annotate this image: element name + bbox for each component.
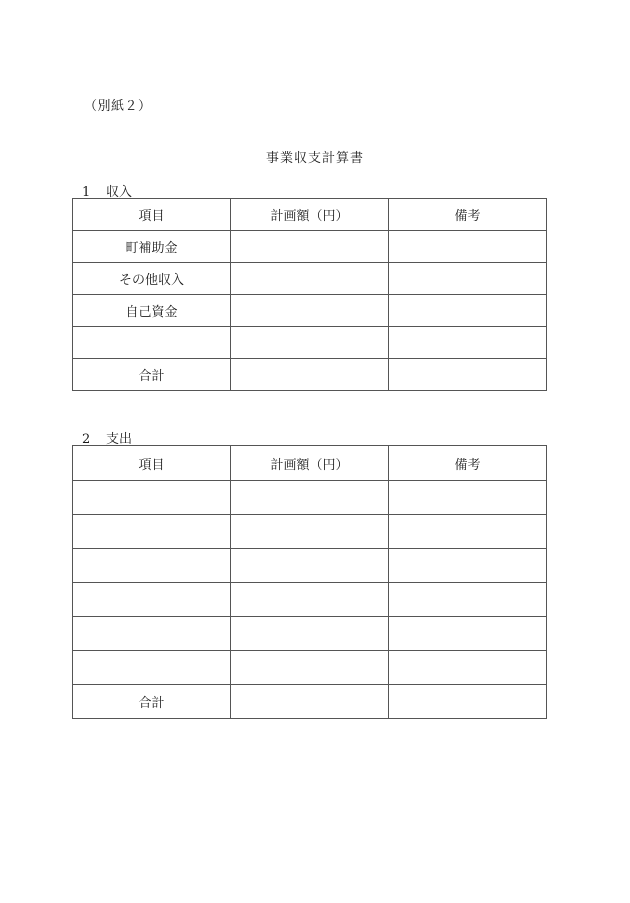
expense-header-item: 項目 (73, 446, 231, 481)
income-amount-cell (231, 327, 389, 359)
expense-table (72, 445, 547, 719)
expense-total-row (73, 685, 547, 719)
expense-notes-cell (389, 481, 547, 515)
expense-section-title: 支出 (106, 432, 133, 447)
expense-item-cell (73, 549, 231, 583)
income-notes-cell (389, 295, 547, 327)
expense-amount-cell (231, 481, 389, 515)
expense-item-cell (73, 583, 231, 617)
income-item-cell (73, 327, 231, 359)
expense-header-row (73, 446, 547, 481)
income-row (73, 231, 547, 263)
expense-header-amount: 計画額（円） (231, 446, 389, 481)
income-header-notes: 備考 (389, 199, 547, 231)
expense-section-number: 2 (82, 432, 91, 447)
expense-row (73, 481, 547, 515)
income-notes-cell (389, 231, 547, 263)
expense-amount-cell (231, 651, 389, 685)
expense-total-amount (231, 685, 389, 719)
expense-row (73, 549, 547, 583)
expense-item-cell (73, 651, 231, 685)
income-item-cell: その他収入 (73, 263, 231, 295)
income-row (73, 295, 547, 327)
expense-item-cell (73, 481, 231, 515)
income-section-number: 1 (82, 185, 91, 200)
income-section-title: 収入 (106, 185, 133, 200)
expense-notes-cell (389, 515, 547, 549)
expense-amount-cell (231, 549, 389, 583)
expense-total-label: 合計 (73, 685, 231, 719)
income-row (73, 263, 547, 295)
expense-total-notes (389, 685, 547, 719)
expense-amount-cell (231, 583, 389, 617)
income-amount-cell (231, 263, 389, 295)
expense-row (73, 651, 547, 685)
income-total-row (73, 359, 547, 391)
income-header-amount: 計画額（円） (231, 199, 389, 231)
document-title: 事業収支計算書 (265, 151, 364, 166)
income-amount-cell (231, 295, 389, 327)
expense-row (73, 515, 547, 549)
income-row (73, 327, 547, 359)
expense-row (73, 583, 547, 617)
expense-notes-cell (389, 583, 547, 617)
income-table (72, 198, 547, 391)
expense-amount-cell (231, 515, 389, 549)
income-notes-cell (389, 327, 547, 359)
expense-amount-cell (231, 617, 389, 651)
expense-notes-cell (389, 549, 547, 583)
expense-notes-cell (389, 617, 547, 651)
income-total-notes (389, 359, 547, 391)
expense-header-notes: 備考 (389, 446, 547, 481)
income-total-amount (231, 359, 389, 391)
income-header-row (73, 199, 547, 231)
expense-item-cell (73, 515, 231, 549)
income-item-cell: 町補助金 (73, 231, 231, 263)
expense-row (73, 617, 547, 651)
income-header-item: 項目 (73, 199, 231, 231)
income-amount-cell (231, 231, 389, 263)
income-item-cell: 自己資金 (73, 295, 231, 327)
expense-notes-cell (389, 651, 547, 685)
income-notes-cell (389, 263, 547, 295)
expense-item-cell (73, 617, 231, 651)
attachment-label: （別紙２） (84, 99, 152, 114)
income-total-label: 合計 (73, 359, 231, 391)
